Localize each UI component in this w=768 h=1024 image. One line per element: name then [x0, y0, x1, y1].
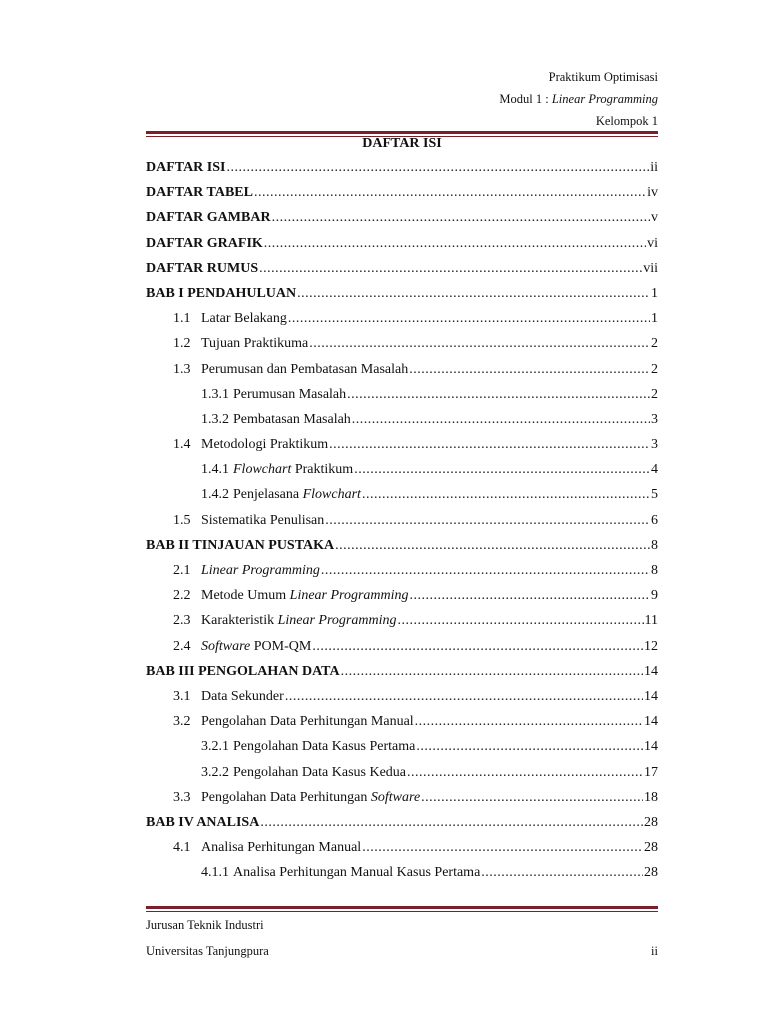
toc-entry-label: DAFTAR ISI: [146, 160, 226, 175]
toc-entry-page: 28: [644, 865, 658, 881]
toc-entry-page: 12: [644, 638, 658, 654]
toc-entry-label: 1.4.1 Flowchart Praktikum: [201, 462, 354, 478]
toc-entry-label: BAB IV ANALISA: [146, 814, 260, 830]
toc-entry[interactable]: [146, 487, 658, 512]
toc-entry[interactable]: [146, 185, 658, 210]
toc-entry[interactable]: [146, 840, 658, 865]
toc-entry-label: 3.1 Data Sekunder: [173, 688, 284, 704]
toc-entry[interactable]: [146, 689, 658, 714]
toc-entry-number: 1.4.2: [201, 487, 229, 503]
toc-entry[interactable]: [146, 664, 658, 689]
toc-entry-page: 5: [651, 487, 658, 503]
toc-entry[interactable]: [146, 865, 658, 890]
toc-leader-dots: [352, 412, 650, 428]
toc-entry-label: DAFTAR TABEL: [146, 185, 253, 201]
toc-entry-label: 1.4.2 Penjelasana Flowchart: [201, 487, 361, 503]
toc-entry[interactable]: [146, 639, 658, 664]
page-title: DAFTAR ISI: [362, 136, 442, 151]
toc-entry[interactable]: [146, 513, 658, 538]
toc-leader-dots: [226, 160, 649, 176]
toc-entry-label: 4.1.1 Analisa Perhitungan Manual Kasus Pertama: [201, 865, 481, 881]
toc-entry[interactable]: [146, 412, 658, 437]
toc-entry-label: 2.3 Karakteristik Linear Programming: [173, 613, 397, 629]
toc-entry-number: 2.2: [173, 588, 191, 604]
toc-entry-label: 2.1 Linear Programming: [173, 563, 320, 578]
toc-entry-number: 3.2.1: [201, 739, 229, 755]
toc-entry[interactable]: [146, 462, 658, 487]
toc-leader-dots: [407, 765, 643, 781]
toc-entry-page: 1: [651, 311, 658, 327]
toc-entry[interactable]: [146, 387, 658, 412]
toc-entry-page: 17: [644, 764, 658, 780]
toc-leader-dots: [321, 563, 650, 579]
toc-leader-dots: [410, 588, 650, 604]
toc-leader-dots: [259, 261, 642, 277]
toc-entry-label: DAFTAR GRAFIK: [146, 235, 263, 251]
toc-entry-page: iv: [647, 185, 658, 201]
toc-entry-number: 2.3: [173, 613, 191, 629]
toc-entry-label: 3.2 Pengolahan Data Perhitungan Manual: [173, 714, 414, 730]
toc-entry-number: 3.1: [173, 688, 191, 704]
toc-entry-page: vii: [643, 260, 658, 276]
toc-entry[interactable]: [146, 588, 658, 613]
toc-entry-number: 4.1.1: [201, 865, 229, 881]
toc-entry-page: 1: [651, 285, 658, 301]
toc-entry-label: 1.1 Latar Belakang: [173, 311, 287, 327]
header-course: Praktikum Optimisasi: [548, 70, 658, 84]
toc-leader-dots: [264, 236, 646, 252]
toc-leader-dots: [416, 739, 643, 755]
toc-entry[interactable]: [146, 160, 658, 185]
header-module-prefix: Modul 1 :: [499, 92, 552, 106]
toc-leader-dots: [397, 613, 643, 629]
toc-entry-page: 4: [651, 462, 658, 478]
toc-entry-page: 6: [651, 512, 658, 528]
toc-leader-dots: [421, 790, 643, 806]
toc-entry-number: 4.1: [173, 840, 191, 856]
footer-university: Universitas Tanjungpura: [146, 944, 269, 958]
toc-entry-label: 2.4 Software POM-QM: [173, 638, 312, 654]
toc-entry[interactable]: [146, 538, 658, 563]
header-module-topic: Linear Programming: [551, 92, 658, 106]
toc-entry-label: DAFTAR GAMBAR: [146, 210, 271, 226]
toc-leader-dots: [272, 210, 650, 226]
toc-entry[interactable]: [146, 815, 658, 840]
toc-entry[interactable]: [146, 311, 658, 336]
toc-entry[interactable]: [146, 286, 658, 311]
page-header: [499, 66, 658, 132]
toc-entry[interactable]: [146, 236, 658, 261]
toc-entry-page: 14: [644, 714, 658, 730]
toc-leader-dots: [312, 639, 643, 655]
footer-department: Jurusan Teknik Industri: [146, 918, 264, 932]
toc-entry-number: 3.2.2: [201, 764, 229, 780]
toc-entry-label: 1.3 Perumusan dan Pembatasan Masalah: [173, 361, 409, 377]
toc-entry-number: 1.3.1: [201, 386, 229, 402]
toc-entry-page: ii: [650, 160, 658, 175]
table-of-contents: [146, 160, 658, 890]
toc-entry-page: 3: [651, 437, 658, 453]
toc-entry-number: 2.1: [173, 563, 191, 578]
toc-leader-dots: [409, 362, 650, 378]
toc-leader-dots: [297, 286, 650, 302]
toc-entry-page: vi: [647, 235, 658, 251]
toc-entry-page: 28: [644, 814, 658, 830]
toc-entry-label: 3.2.2 Pengolahan Data Kasus Kedua: [201, 764, 407, 780]
page-footer: [146, 912, 658, 964]
toc-entry-number: 1.1: [173, 311, 191, 327]
toc-entry-page: 8: [651, 563, 658, 578]
toc-entry[interactable]: [146, 336, 658, 361]
toc-leader-dots: [341, 664, 643, 680]
toc-leader-dots: [325, 513, 650, 529]
toc-entry-number: 1.4: [173, 437, 191, 453]
toc-entry-page: 11: [644, 613, 658, 629]
toc-entry[interactable]: [146, 765, 658, 790]
toc-leader-dots: [285, 689, 643, 705]
toc-leader-dots: [347, 387, 650, 403]
toc-entry-label: 1.4 Metodologi Praktikum: [173, 437, 329, 453]
toc-entry-page: 3: [651, 411, 658, 427]
toc-entry-number: 1.4.1: [201, 462, 229, 478]
toc-entry-number: 3.3: [173, 789, 191, 805]
toc-entry-label: 1.2 Tujuan Praktikuma: [173, 336, 309, 352]
toc-entry-number: 1.3: [173, 361, 191, 377]
toc-entry[interactable]: [146, 739, 658, 764]
toc-leader-dots: [329, 437, 650, 453]
toc-entry[interactable]: [146, 362, 658, 387]
toc-entry[interactable]: [146, 790, 658, 815]
toc-entry-label: DAFTAR RUMUS: [146, 260, 259, 276]
toc-leader-dots: [415, 714, 643, 730]
toc-entry-page: 18: [644, 789, 658, 805]
toc-entry-page: 8: [651, 537, 658, 553]
toc-leader-dots: [288, 311, 650, 327]
toc-entry[interactable]: [146, 261, 658, 286]
toc-entry-page: v: [651, 210, 658, 226]
toc-entry-label: 3.3 Pengolahan Data Perhitungan Software: [173, 789, 421, 805]
toc-entry-label: 1.3.1 Perumusan Masalah: [201, 386, 347, 402]
toc-entry-page: 2: [651, 386, 658, 402]
toc-entry-label: 3.2.1 Pengolahan Data Kasus Pertama: [201, 739, 416, 755]
toc-leader-dots: [260, 815, 643, 831]
toc-leader-dots: [354, 462, 650, 478]
header-group: Kelompok 1: [595, 114, 658, 128]
toc-entry-label: BAB II TINJAUAN PUSTAKA: [146, 537, 335, 553]
toc-entry-page: 28: [644, 840, 658, 856]
toc-entry-page: 14: [644, 688, 658, 704]
toc-entry-label: 1.5 Sistematika Penulisan: [173, 512, 325, 528]
toc-entry-page: 14: [644, 663, 658, 679]
toc-entry[interactable]: [146, 210, 658, 235]
toc-entry-number: 2.4: [173, 638, 191, 654]
toc-entry-number: 1.5: [173, 512, 191, 528]
toc-entry-page: 2: [651, 336, 658, 352]
toc-leader-dots: [309, 336, 650, 352]
toc-entry[interactable]: [146, 437, 658, 462]
toc-entry-label: 2.2 Metode Umum Linear Programming: [173, 588, 409, 604]
toc-entry-number: 1.2: [173, 336, 191, 352]
toc-entry-label: BAB I PENDAHULUAN: [146, 285, 297, 301]
toc-leader-dots: [362, 840, 643, 856]
toc-entry-number: 3.2: [173, 714, 191, 730]
toc-entry-label: 4.1 Analisa Perhitungan Manual: [173, 840, 362, 856]
toc-leader-dots: [335, 538, 650, 554]
toc-entry[interactable]: [146, 613, 658, 638]
toc-entry-page: 2: [651, 361, 658, 377]
toc-entry-page: 9: [651, 588, 658, 604]
footer-page-number: ii: [651, 944, 658, 958]
toc-entry[interactable]: [146, 563, 658, 588]
toc-entry-page: 14: [644, 739, 658, 755]
toc-entry-label: BAB III PENGOLAHAN DATA: [146, 663, 340, 679]
toc-leader-dots: [362, 487, 650, 503]
toc-leader-dots: [481, 865, 643, 881]
toc-entry-number: 1.3.2: [201, 411, 229, 427]
toc-entry[interactable]: [146, 714, 658, 739]
header-module: [499, 88, 658, 110]
toc-entry-label: 1.3.2 Pembatasan Masalah: [201, 411, 351, 427]
toc-leader-dots: [254, 185, 646, 201]
